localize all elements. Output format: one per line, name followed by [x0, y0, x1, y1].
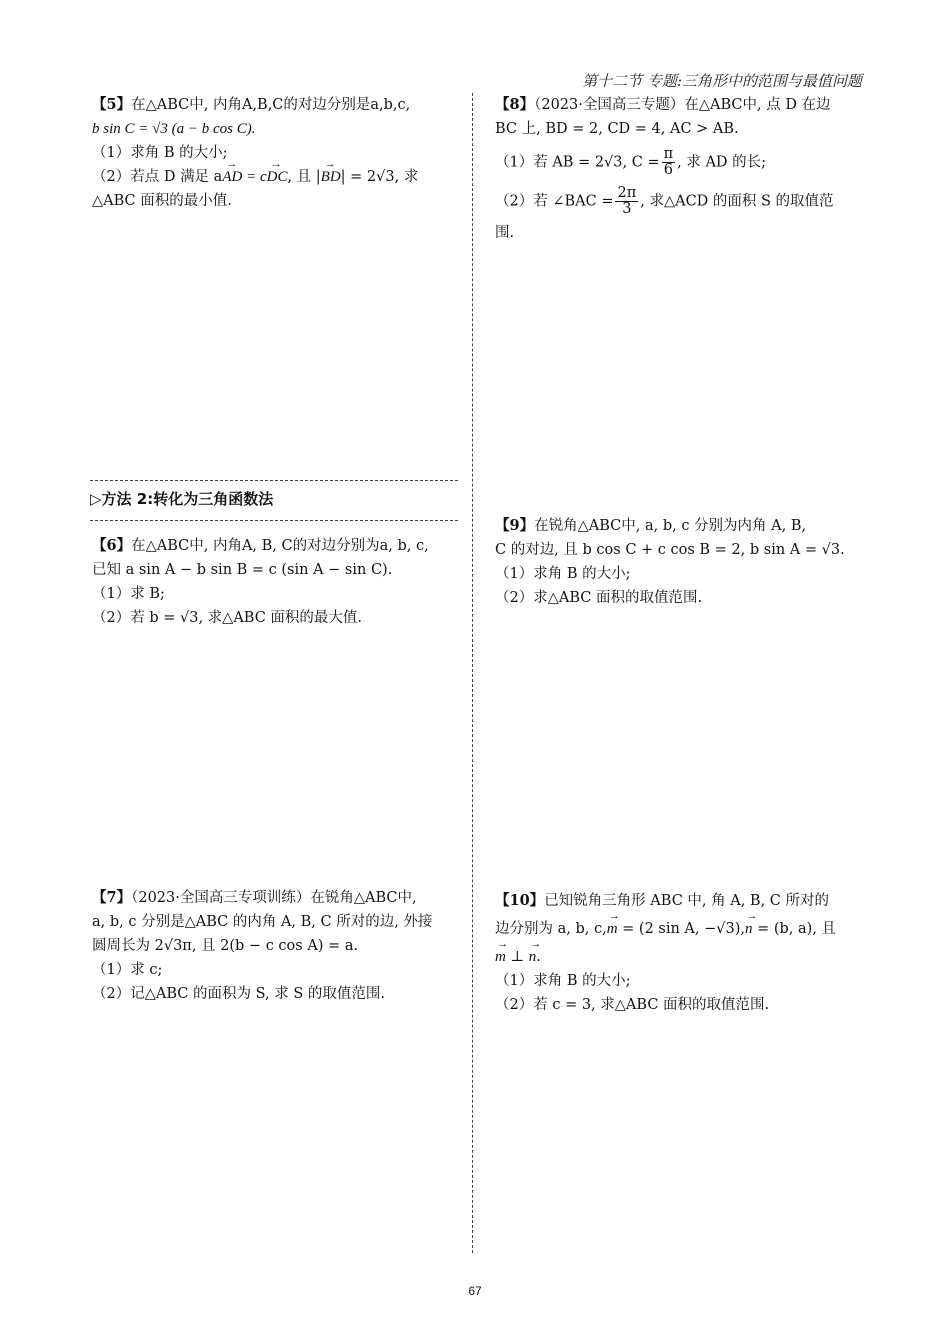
problem-number: 【7】	[92, 889, 132, 906]
vector-m: → m	[495, 945, 506, 969]
question-1: （1）求角 B 的大小;	[92, 145, 228, 161]
question-2: （2）若 ∠BAC = $\frac{2\pi}{3}$ , 求△ACD 的面积 S 的取值范	[495, 185, 834, 217]
problem-text: 在△ABC中, 内角A, B, C的对边分别为a, b, c,	[131, 538, 429, 554]
page-number: 67	[468, 1284, 482, 1298]
problem-text: 已知锐角三角形 ABC 中, 角 A, B, C 所对的	[544, 893, 829, 909]
vector-n: → n	[745, 917, 753, 941]
vector-n: → n	[529, 945, 537, 969]
question-1: （1）求角 B 的大小;	[495, 566, 631, 582]
method-heading: ▷方法 2:转化为三角函数法	[90, 490, 274, 508]
fraction: $\frac{2\pi}{3}$	[617, 185, 637, 217]
problem-number: 【8】	[495, 96, 535, 113]
problem-7	[92, 886, 462, 1006]
section-divider-bottom	[90, 520, 458, 521]
question-2-cont: △ABC 面积的最小值.	[92, 193, 232, 209]
problem-text: 在△ABC中, 内角A,B,C的对边分别是a,b,c,	[131, 97, 411, 113]
problem-number: 【9】	[495, 517, 535, 534]
vector-m: → m	[607, 917, 618, 941]
page-header: 第十二节 专题:三角形中的范围与最值问题	[582, 72, 862, 90]
question-2: （2）若 b = √3, 求△ABC 面积的最大值.	[92, 610, 363, 626]
question-1: （1）求 B;	[92, 586, 165, 602]
problem-number: 【5】	[92, 96, 132, 113]
question-1: （1）若 AB = 2√3, C = $\frac{\pi}{6}$ , 求 AD 的长;	[495, 146, 767, 178]
problem-text-2: BC 上, BD = 2, CD = 4, AC > AB.	[495, 121, 739, 137]
equation: b sin C = √3 (a − b cos C).	[92, 121, 256, 137]
problem-8	[495, 93, 860, 245]
problem-text-2: 已知 a sin A − b sin B = c (sin A − sin C).	[92, 562, 393, 578]
problem-number: 【6】	[92, 537, 132, 554]
question-2: （2）求△ABC 面积的取值范围.	[495, 590, 703, 606]
problem-number: 【10】	[495, 892, 545, 909]
question-1: （1）求 c;	[92, 962, 163, 978]
problem-text-2: a, b, c 分别是△ABC 的内角 A, B, C 所对的边, 外接	[92, 914, 433, 930]
problem-text: 在锐角△ABC中, a, b, c 分别为内角 A, B,	[534, 518, 807, 534]
problem-text: （2023·全国高三专题）在△ABC中, 点 D 在边	[534, 97, 831, 113]
fraction: $\frac{\pi}{6}$	[663, 146, 674, 178]
problem-9	[495, 514, 860, 610]
problem-text-3: → m ⊥ → n.	[495, 945, 860, 969]
problem-10	[495, 889, 860, 1017]
question-2: （2）若点 D 满足 a→ AD = c→ DC, 且 |→ BD| = 2√3, 求	[92, 165, 462, 189]
question-2: （2）若 c = 3, 求△ABC 面积的取值范围.	[495, 997, 770, 1013]
section-divider-top	[90, 480, 458, 481]
vector-bd: → BD	[321, 165, 341, 189]
vector-ad: → AD	[222, 165, 242, 189]
problem-6	[92, 534, 462, 630]
column-divider	[472, 93, 473, 1253]
question-2-cont: 围.	[495, 225, 515, 241]
question-1: （1）求角 B 的大小;	[495, 973, 631, 989]
question-2: （2）记△ABC 的面积为 S, 求 S 的取值范围.	[92, 986, 385, 1002]
vector-dc: → DC	[267, 165, 288, 189]
problem-text-3: 圆周长为 2√3π, 且 2(b − c cos A) = a.	[92, 938, 359, 954]
problem-text-2: 边分别为 a, b, c,→ m = (2 sin A, −√3),→ n = (b, a), 且	[495, 917, 860, 941]
problem-text: （2023·全国高三专项训练）在锐角△ABC中,	[131, 890, 417, 906]
problem-5	[92, 93, 462, 213]
problem-text-2: C 的对边, 且 b cos C + c cos B = 2, b sin A = √3.	[495, 542, 845, 558]
